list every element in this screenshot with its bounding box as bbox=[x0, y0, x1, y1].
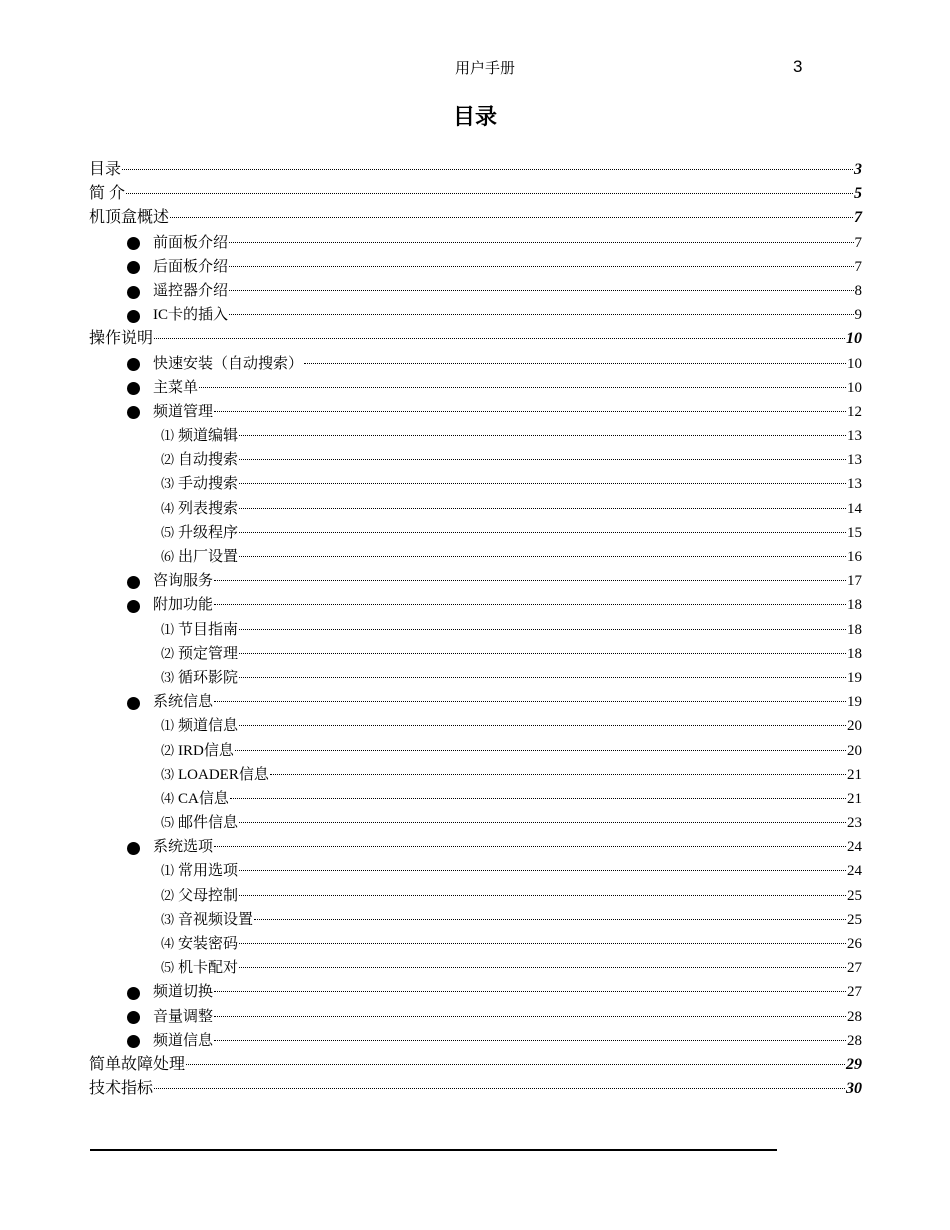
bullet-icon bbox=[127, 382, 140, 395]
toc-entry-page: 26 bbox=[847, 936, 862, 952]
toc-entry[interactable] bbox=[89, 787, 862, 811]
toc-entry-label: 操作说明 bbox=[89, 330, 154, 348]
bullet-icon bbox=[127, 600, 140, 613]
toc-entry[interactable] bbox=[89, 569, 862, 593]
toc-entry-page: 28 bbox=[847, 1008, 862, 1025]
dot-leader bbox=[270, 774, 846, 775]
bullet-icon bbox=[127, 987, 140, 1000]
toc-entry-label: 列表搜索 bbox=[178, 500, 239, 517]
dot-leader bbox=[239, 435, 846, 436]
dot-leader bbox=[229, 266, 853, 267]
toc-entry-label: 出厂设置 bbox=[178, 549, 239, 565]
dot-leader bbox=[214, 701, 846, 702]
toc-entry-page: 28 bbox=[847, 1032, 862, 1049]
toc-entry-label: 常用选项 bbox=[178, 863, 239, 880]
dot-leader bbox=[170, 217, 853, 218]
toc-entry-page: 17 bbox=[847, 573, 862, 590]
toc-entry-page: 12 bbox=[847, 403, 862, 420]
toc-entry[interactable] bbox=[89, 956, 862, 980]
toc-entry[interactable] bbox=[89, 376, 862, 400]
toc-entry-label: 后面板介绍 bbox=[153, 258, 229, 275]
toc-entry[interactable] bbox=[89, 618, 862, 642]
toc-entry-page: 15 bbox=[847, 524, 862, 541]
toc-heading: 目录 bbox=[452, 105, 497, 130]
toc-entry-number: ⑹ bbox=[161, 549, 175, 564]
toc-entry-label: 循环影院 bbox=[178, 669, 239, 686]
toc-entry-number: ⑶ bbox=[161, 669, 175, 685]
toc-entry-page: 13 bbox=[847, 452, 862, 469]
toc-entry-label: 频道编辑 bbox=[178, 428, 239, 445]
toc-entry[interactable] bbox=[89, 932, 862, 956]
toc-entry-label: 遥控器介绍 bbox=[153, 282, 229, 299]
dot-leader bbox=[239, 508, 846, 509]
toc-entry[interactable] bbox=[89, 714, 862, 738]
dot-leader bbox=[214, 1040, 846, 1041]
toc-entry-page: 5 bbox=[854, 185, 862, 203]
toc-entry-label: 父母控制 bbox=[178, 887, 239, 904]
toc-entry-number: ⑴ bbox=[161, 621, 175, 637]
toc-entry-number: ⑸ bbox=[161, 960, 175, 976]
toc-entry[interactable] bbox=[89, 763, 862, 787]
toc-entry-label: 安装密码 bbox=[178, 936, 239, 952]
toc-entry[interactable] bbox=[89, 303, 862, 327]
toc-entry-number: ⑵ bbox=[161, 452, 175, 468]
toc-entry-page: 14 bbox=[847, 500, 862, 517]
toc-entry[interactable] bbox=[89, 835, 862, 859]
toc-entry-number: ⑵ bbox=[161, 887, 175, 903]
toc-entry-label: 快速安装（自动搜索） bbox=[153, 355, 304, 372]
toc-entry-page: 30 bbox=[846, 1080, 862, 1098]
toc-entry-page: 25 bbox=[847, 911, 862, 928]
dot-leader bbox=[304, 363, 846, 364]
toc-entry-page: 24 bbox=[847, 839, 862, 856]
toc-entry-label: 音量调整 bbox=[153, 1008, 214, 1025]
toc-entry-label: 预定管理 bbox=[178, 645, 239, 662]
dot-leader bbox=[235, 750, 846, 751]
dot-leader bbox=[154, 338, 845, 339]
toc-entry-page: 8 bbox=[854, 282, 862, 299]
dot-leader bbox=[214, 991, 846, 992]
bullet-icon bbox=[127, 358, 140, 371]
toc-entry-page: 3 bbox=[854, 161, 862, 178]
dot-leader bbox=[214, 580, 846, 581]
toc-entry[interactable] bbox=[89, 472, 862, 496]
toc-entry-number: ⑶ bbox=[161, 911, 175, 927]
toc-entry-number: ⑶ bbox=[161, 766, 175, 782]
bullet-icon bbox=[127, 1035, 140, 1048]
toc-entry-label: IC卡的插入 bbox=[153, 307, 229, 324]
toc-entry[interactable] bbox=[89, 206, 862, 230]
dot-leader bbox=[230, 798, 846, 799]
dot-leader bbox=[229, 290, 853, 291]
toc-entry-page: 7 bbox=[854, 258, 862, 275]
dot-leader bbox=[239, 725, 846, 726]
dot-leader bbox=[254, 919, 846, 920]
toc-entry-label: 咨询服务 bbox=[153, 573, 214, 590]
toc-entry[interactable] bbox=[89, 859, 862, 883]
toc-entry-page: 25 bbox=[847, 887, 862, 904]
toc-entry[interactable] bbox=[89, 739, 862, 763]
bullet-icon bbox=[127, 406, 140, 419]
toc-entry-page: 24 bbox=[847, 863, 862, 880]
bullet-icon bbox=[127, 842, 140, 855]
toc-entry-page: 16 bbox=[847, 549, 862, 565]
toc-entry-number: ⑴ bbox=[161, 718, 175, 734]
toc-entry-label: LOADER信息 bbox=[178, 766, 269, 783]
bullet-icon bbox=[127, 286, 140, 299]
toc-entry-page: 23 bbox=[847, 815, 862, 832]
toc-entry-label: 附加功能 bbox=[153, 597, 214, 614]
toc-entry-page: 9 bbox=[854, 307, 862, 324]
toc-entry-label: CA信息 bbox=[178, 790, 229, 807]
toc-entry-page: 10 bbox=[846, 330, 862, 348]
toc-entry-page: 10 bbox=[847, 355, 862, 372]
toc-entry-number: ⑷ bbox=[161, 936, 175, 951]
toc-entry-page: 18 bbox=[847, 621, 862, 638]
toc-entry-number: ⑸ bbox=[161, 524, 175, 540]
dot-leader bbox=[154, 1088, 845, 1089]
toc-entry[interactable] bbox=[89, 690, 862, 714]
toc-entry-number: ⑷ bbox=[161, 790, 175, 806]
toc-entry[interactable] bbox=[89, 400, 862, 424]
toc-entry-label: 升级程序 bbox=[178, 524, 239, 541]
toc-entry-label: 频道管理 bbox=[153, 403, 214, 420]
toc-entry[interactable] bbox=[89, 811, 862, 835]
dot-leader bbox=[214, 411, 846, 412]
toc-entry-label: 音视频设置 bbox=[178, 911, 254, 928]
toc-entry-label: 目录 bbox=[89, 161, 122, 178]
dot-leader bbox=[214, 846, 846, 847]
toc-entry-label: 技术指标 bbox=[89, 1080, 154, 1098]
dot-leader bbox=[214, 604, 846, 605]
bullet-icon bbox=[127, 1011, 140, 1024]
toc-entry-label: 手动搜索 bbox=[178, 476, 239, 493]
dot-leader bbox=[214, 1016, 846, 1017]
header-title: 用户手册 bbox=[454, 61, 515, 77]
dot-leader bbox=[239, 629, 846, 630]
toc-entry-page: 19 bbox=[847, 694, 862, 711]
toc-entry[interactable] bbox=[89, 884, 862, 908]
toc-entry-number: ⑴ bbox=[161, 863, 175, 879]
toc-entry-page: 29 bbox=[846, 1055, 862, 1073]
dot-leader bbox=[239, 653, 846, 654]
toc-entry[interactable] bbox=[89, 545, 862, 569]
toc-entry-number: ⑷ bbox=[161, 500, 175, 516]
toc-entry[interactable] bbox=[89, 279, 862, 303]
bullet-icon bbox=[127, 697, 140, 710]
toc-entry[interactable] bbox=[89, 255, 862, 279]
toc-entry-label: 机卡配对 bbox=[178, 960, 239, 977]
toc-entry-label: 频道切换 bbox=[153, 984, 214, 1001]
dot-leader bbox=[229, 314, 853, 315]
toc-entry-page: 27 bbox=[847, 984, 862, 1001]
toc-entry[interactable] bbox=[89, 980, 862, 1004]
dot-leader bbox=[239, 483, 846, 484]
toc-entry-page: 19 bbox=[847, 669, 862, 686]
toc-entry-label: 简 介 bbox=[89, 185, 126, 203]
dot-leader bbox=[239, 532, 846, 533]
toc-entry-label: IRD信息 bbox=[178, 742, 234, 759]
toc-entry[interactable] bbox=[89, 448, 862, 472]
toc-entry-number: ⑴ bbox=[161, 428, 175, 444]
toc-entry[interactable] bbox=[89, 424, 862, 448]
toc-entry-label: 简单故障处理 bbox=[89, 1055, 186, 1073]
toc-entry-page: 20 bbox=[847, 742, 862, 759]
toc-entry-label: 节目指南 bbox=[178, 621, 239, 638]
dot-leader bbox=[199, 387, 846, 388]
toc-entry-page: 7 bbox=[854, 209, 862, 227]
dot-leader bbox=[126, 193, 853, 194]
toc-entry-page: 7 bbox=[854, 234, 862, 251]
dot-leader bbox=[122, 169, 853, 170]
toc-entry-page: 21 bbox=[847, 766, 862, 783]
dot-leader bbox=[239, 870, 846, 871]
toc-entry[interactable] bbox=[89, 1029, 862, 1053]
dot-leader bbox=[239, 895, 846, 896]
toc-entry[interactable] bbox=[89, 1005, 862, 1029]
toc-entry-number: ⑵ bbox=[161, 645, 175, 661]
toc-entry[interactable] bbox=[89, 182, 862, 206]
toc-entry[interactable] bbox=[89, 231, 862, 255]
toc-entry[interactable] bbox=[89, 1077, 862, 1101]
toc-entry-label: 频道信息 bbox=[153, 1032, 214, 1049]
dot-leader bbox=[239, 822, 846, 823]
dot-leader bbox=[239, 677, 846, 678]
toc-entry-page: 10 bbox=[847, 379, 862, 396]
dot-leader bbox=[239, 556, 846, 557]
table-of-contents bbox=[89, 158, 862, 1101]
toc-entry-page: 21 bbox=[847, 790, 862, 807]
toc-entry[interactable] bbox=[89, 642, 862, 666]
toc-entry-label: 前面板介绍 bbox=[153, 234, 229, 251]
bullet-icon bbox=[127, 576, 140, 589]
bullet-icon bbox=[127, 261, 140, 274]
toc-entry-page: 27 bbox=[847, 960, 862, 977]
dot-leader bbox=[239, 943, 846, 944]
toc-entry-number: ⑵ bbox=[161, 742, 175, 758]
toc-entry-label: 主菜单 bbox=[153, 379, 199, 396]
toc-entry-page: 13 bbox=[847, 428, 862, 445]
bullet-icon bbox=[127, 237, 140, 250]
toc-entry[interactable] bbox=[89, 666, 862, 690]
toc-entry-label: 系统选项 bbox=[153, 839, 214, 856]
toc-entry-page: 20 bbox=[847, 718, 862, 735]
page-number: 3 bbox=[793, 57, 803, 76]
footer-rule bbox=[90, 1149, 777, 1151]
toc-entry-label: 邮件信息 bbox=[178, 815, 239, 832]
bullet-icon bbox=[127, 310, 140, 323]
toc-entry-label: 自动搜索 bbox=[178, 452, 239, 469]
toc-entry[interactable] bbox=[89, 327, 862, 351]
toc-entry[interactable] bbox=[89, 497, 862, 521]
dot-leader bbox=[186, 1064, 845, 1065]
toc-entry-number: ⑸ bbox=[161, 815, 175, 831]
toc-entry-page: 18 bbox=[847, 597, 862, 614]
toc-entry[interactable] bbox=[89, 908, 862, 932]
toc-entry-label: 机顶盒概述 bbox=[89, 209, 170, 227]
toc-entry-page: 13 bbox=[847, 476, 862, 493]
dot-leader bbox=[229, 242, 853, 243]
dot-leader bbox=[239, 459, 846, 460]
toc-entry[interactable] bbox=[89, 521, 862, 545]
dot-leader bbox=[239, 967, 846, 968]
toc-entry-label: 频道信息 bbox=[178, 718, 239, 735]
toc-entry[interactable] bbox=[89, 593, 862, 617]
toc-entry-label: 系统信息 bbox=[153, 694, 214, 711]
toc-entry-number: ⑶ bbox=[161, 476, 175, 492]
toc-entry[interactable] bbox=[89, 158, 862, 182]
toc-entry-page: 18 bbox=[847, 645, 862, 662]
toc-entry[interactable] bbox=[89, 1053, 862, 1077]
toc-entry[interactable] bbox=[89, 352, 862, 376]
